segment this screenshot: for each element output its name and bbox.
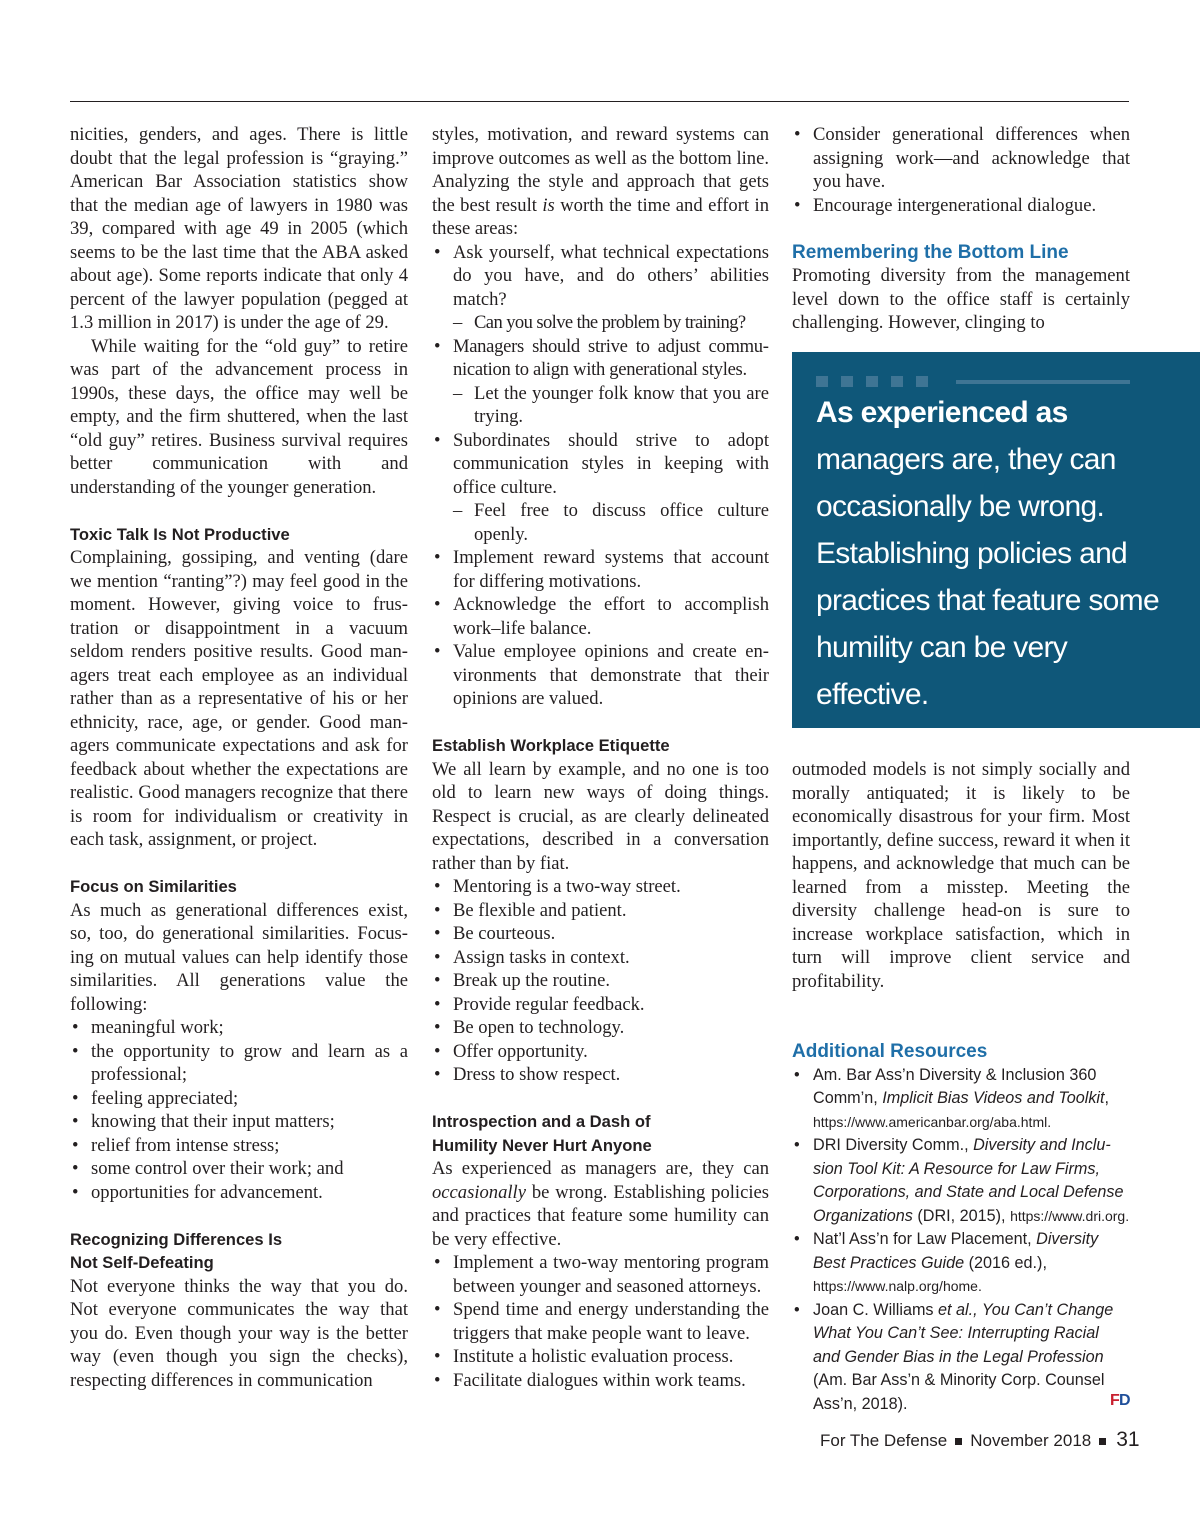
- list-item: • some control over their work; and: [70, 1157, 408, 1181]
- sub-list-item: – Let the younger folk know that you are trying.: [432, 382, 769, 429]
- pull-quote-text: As experienced as managers are, they can occasionally be wrong. Establishing policies and practices that feature some humility can be very effective.: [816, 396, 1159, 711]
- list-item: • Ask yourself, what technical expectations do you have, and do others’ abilities match?: [432, 241, 769, 312]
- list-item: • opportunities for advancement.: [70, 1181, 408, 1205]
- sub-list-item: – Can you solve the problem by training?: [432, 311, 769, 335]
- resource-link[interactable]: https://www.dri.org.: [1010, 1207, 1130, 1224]
- paragraph: While waiting for the “old guy” to retire was part of the advancement process in 1990s, these days, the office may well be empty, and the firm shuttered, when the last “old guy” retires. Business survival requires better communication with and understanding of the younger generation.: [70, 335, 408, 498]
- list-item: • Provide regular feedback.: [432, 993, 769, 1017]
- resources-list: [792, 1064, 1130, 1417]
- pull-quote-decoration: [816, 376, 1130, 387]
- resource-link[interactable]: https://www.nalp.org/home.: [813, 1278, 982, 1294]
- list-item: • Implement a two-way mentoring program between younger and seasoned attorneys.: [432, 1251, 769, 1298]
- list-item: • Subordinates should strive to adopt communication styles in keeping with office culture.: [432, 429, 769, 500]
- list-item: • Be flexible and patient.: [432, 899, 769, 923]
- section-heading-additional-resources: Additional Resources: [792, 1041, 988, 1062]
- humility-list: [432, 1251, 769, 1392]
- column-2: [432, 123, 769, 1392]
- paragraph: As much as generational differences exist, so, too, do generational similarities. Focusing on mutual values can help identify those similarities. All generations value the following:: [70, 899, 408, 1015]
- paragraph: Not everyone thinks the way that you do. Not everyone communicates the way that you do. Even though your way is the better way (even though you sign the checks), respecting differences in communication: [70, 1275, 408, 1391]
- paragraph: As experienced as managers are, they can occasionally be wrong. Establishing policies and practices that feature some humility can be very effective.: [432, 1158, 769, 1250]
- etiquette-list: [432, 875, 769, 1087]
- section-heading-bottom-line: Remembering the Bottom Line: [792, 241, 1069, 263]
- section-heading-toxic-talk: Toxic Talk Is Not Productive: [70, 524, 290, 544]
- list-item: • Facilitate dialogues within work teams.: [432, 1369, 769, 1393]
- paragraph: Promoting diversity from the management level down to the office staff is certainly challenging. However, clinging to: [792, 265, 1130, 333]
- section-heading-focus-similarities: Focus on Similarities: [70, 877, 237, 896]
- list-item: • Acknowledge the effort to accomplish work–life balance.: [432, 593, 769, 640]
- list-item: • Offer opportunity.: [432, 1040, 769, 1064]
- fd-logo-icon: [1110, 1391, 1132, 1407]
- areas-list: [432, 241, 769, 312]
- list-item: • Break up the routine.: [432, 969, 769, 993]
- separator-icon: [1099, 1438, 1106, 1445]
- list-item: • Managers should strive to adjust communication to align with generational styles.: [432, 335, 769, 382]
- list-item: • Be courteous.: [432, 922, 769, 946]
- paragraph: outmoded models is not simply socially and morally antiquated; it is likely to be economically disastrous for your firm. Most importantly, define success, reward it when it happens, and acknowledge that much can be learned from a misstep. Meeting the diversity challenge head-on is sure to increase workplace satisfaction, which in turn will improve client service and profitability.: [792, 759, 1130, 992]
- list-item: • meaningful work;: [70, 1016, 408, 1040]
- list-item: • Consider generational differences when assigning work—and acknowledge that you have.: [792, 123, 1130, 194]
- list-item: • Mentoring is a two-way street.: [432, 875, 769, 899]
- paragraph: Complaining, gossiping, and venting (dare we mention “ranting”?) may feel good in the moment. However, giving voice to frustration or disappointment in a vacuum seldom renders positive results. Good managers treat each employee as an individual rather than as a representative of his or her ethnicity, race, age, or gender. Good managers communicate expectations and ask for feedback about whether the expectations are realistic. Good managers recognize that there is room for individualism or creativity in each task, assignment, or project.: [70, 547, 408, 850]
- page-number: 31: [1116, 1428, 1140, 1451]
- list-item: • Nat’l Ass’n for Law Placement, Diversity Best Practices Guide (2016 ed.), https://www.nalp.org/home.: [792, 1228, 1130, 1299]
- separator-icon: [955, 1438, 962, 1445]
- section-heading-workplace-etiquette: Establish Workplace Etiquette: [432, 736, 670, 755]
- resource-link[interactable]: https://www.americanbar.org/aba.html.: [813, 1113, 1052, 1130]
- section-heading-recognizing-differences: Recognizing Differences Is Not Self-Defeating: [70, 1229, 283, 1272]
- section-heading-introspection: Introspection and a Dash of Humility Never Hurt Anyone: [432, 1112, 652, 1155]
- list-item: • Institute a holistic evaluation process.: [432, 1345, 769, 1369]
- list-item: • Assign tasks in context.: [432, 946, 769, 970]
- list-item: • feeling appreciated;: [70, 1087, 408, 1111]
- column-3-top: [792, 123, 1130, 335]
- paragraph: We all learn by example, and no one is too old to learn new ways of doing things. Respect is crucial, as are clearly delineated expectations, described in a conversation rather than by fiat.: [432, 758, 769, 874]
- page-footer: [820, 1428, 1140, 1452]
- pull-quote: [792, 352, 1200, 728]
- list-item: • Am. Bar Ass’n Diversity & Inclusion 360 Comm’n, Implicit Bias Videos and Toolkit, https://www.americanbar.org/aba.html.: [792, 1064, 1130, 1135]
- paragraph: nicities, genders, and ages. There is little doubt that the legal profession is “graying.” American Bar Association statistics show that the median age of lawyers in 1980 was 39, compared with age 49 in 2005 (which seems to be the last time that the ABA asked about age). Some reports indicate that only 4 percent of the lawyer population (pegged at 1.3 million in 2017) is under the age of 29.: [70, 124, 408, 333]
- list-item: • Joan C. Williams et al., You Can’t Change What You Can’t See: Interrupting Racial and Gender Bias in the Legal Profession (Am. Bar Ass’n & Minority Corp. Counsel Ass’n, 2018).: [792, 1299, 1130, 1417]
- publication-name: For The Defense: [820, 1431, 948, 1450]
- generational-list: [792, 123, 1130, 217]
- column-1: [70, 123, 408, 1392]
- svg-text:F: F: [1110, 1392, 1120, 1407]
- list-item: • the opportunity to grow and learn as a professional;: [70, 1040, 408, 1087]
- list-item: • Be open to technology.: [432, 1016, 769, 1040]
- column-3-bottom: [792, 758, 1130, 1416]
- values-list: [70, 1016, 408, 1204]
- list-item: • DRI Diversity Comm., Diversity and Inclusion Tool Kit: A Resource for Law Firms, Corporations, and State and Local Defense Organizations (DRI, 2015), https://www.dri.org.: [792, 1134, 1130, 1228]
- svg-text:D: D: [1119, 1392, 1131, 1407]
- list-item: • Spend time and energy understanding the triggers that make people want to leave.: [432, 1298, 769, 1345]
- list-item: • Value employee opinions and create environments that demonstrate that their opinions are valued.: [432, 640, 769, 711]
- list-item: • Dress to show respect.: [432, 1063, 769, 1087]
- sub-list-item: – Feel free to discuss office culture openly.: [432, 499, 769, 546]
- list-item: • Encourage intergenerational dialogue.: [792, 194, 1130, 218]
- issue-date: November 2018: [970, 1431, 1092, 1450]
- list-item: • Implement reward systems that account for differing motivations.: [432, 546, 769, 593]
- paragraph: styles, motivation, and reward systems can improve outcomes as well as the bottom line. Analyzing the style and approach that gets the best result is worth the time and effort in these areas:: [432, 124, 769, 239]
- header-rule: [70, 101, 1129, 102]
- list-item: • relief from intense stress;: [70, 1134, 408, 1158]
- list-item: • knowing that their input matters;: [70, 1110, 408, 1134]
